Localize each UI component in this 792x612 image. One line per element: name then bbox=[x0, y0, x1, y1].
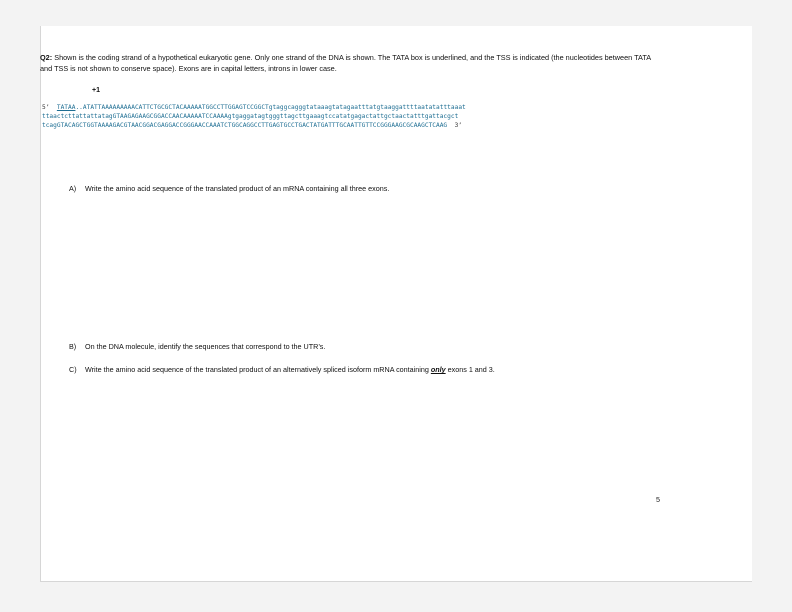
sequence-line-2: ttaactcttattattatagGTAAGAGAAGCGGACCAACAAAAATCCAAAAgtgaggatagtgggttagcttgaaagtccatatgagactattgctaactatttgattacgct bbox=[42, 112, 459, 120]
five-prime-label: 5’ bbox=[42, 104, 50, 111]
sequence-line-3: tcagGTACAGCTGGTAAAAGACGTAACGGACGAGGACCGGGAACCAAATCTGGCAGGCCTTGAGTGCCTGACTATGATTTGCAATTGTTCCGGGAAGCGCAAGCTCAAG bbox=[42, 121, 448, 129]
question-intro bbox=[40, 52, 660, 74]
part-c-text-after: exons 1 and 3. bbox=[445, 365, 495, 374]
part-a-letter: A) bbox=[69, 184, 77, 193]
three-prime-label: 3’ bbox=[454, 121, 463, 129]
part-c-letter: C) bbox=[69, 365, 77, 374]
part-b bbox=[69, 342, 325, 351]
sequence-line-1: ..ATATTAAAAAAAAACATTCTGCGCTACAAAAATGGCCTTGGAGTCCGGCTgtaggcagggtataaagtatagaatttatgtaaggattttaatatatttaaat bbox=[75, 104, 466, 111]
tata-box: TATAA bbox=[56, 104, 76, 111]
part-b-text: On the DNA molecule, identify the sequences that correspond to the UTR’s. bbox=[85, 342, 326, 351]
part-a-text: Write the amino acid sequence of the translated product of an mRNA containing all three exons. bbox=[85, 184, 390, 193]
question-label: Q2: bbox=[40, 53, 53, 62]
tss-label: +1 bbox=[92, 87, 100, 94]
dna-sequence bbox=[42, 104, 682, 130]
page-number: 5 bbox=[656, 495, 660, 504]
part-a bbox=[69, 184, 389, 193]
part-c-emphasis: only bbox=[430, 365, 446, 374]
question-text: Shown is the coding strand of a hypothetical eukaryotic gene. Only one strand of the DNA is shown. The TATA box is underlined, and the TSS is indicated (the nucleotides between TATA and TSS is not shown to conserve space). Exons are in capital letters, introns in lower case. bbox=[40, 53, 651, 73]
part-b-letter: B) bbox=[69, 342, 77, 351]
part-c-text-before: Write the amino acid sequence of the translated product of an alternatively spliced isoform mRNA containing bbox=[85, 365, 431, 374]
part-c bbox=[69, 365, 495, 374]
